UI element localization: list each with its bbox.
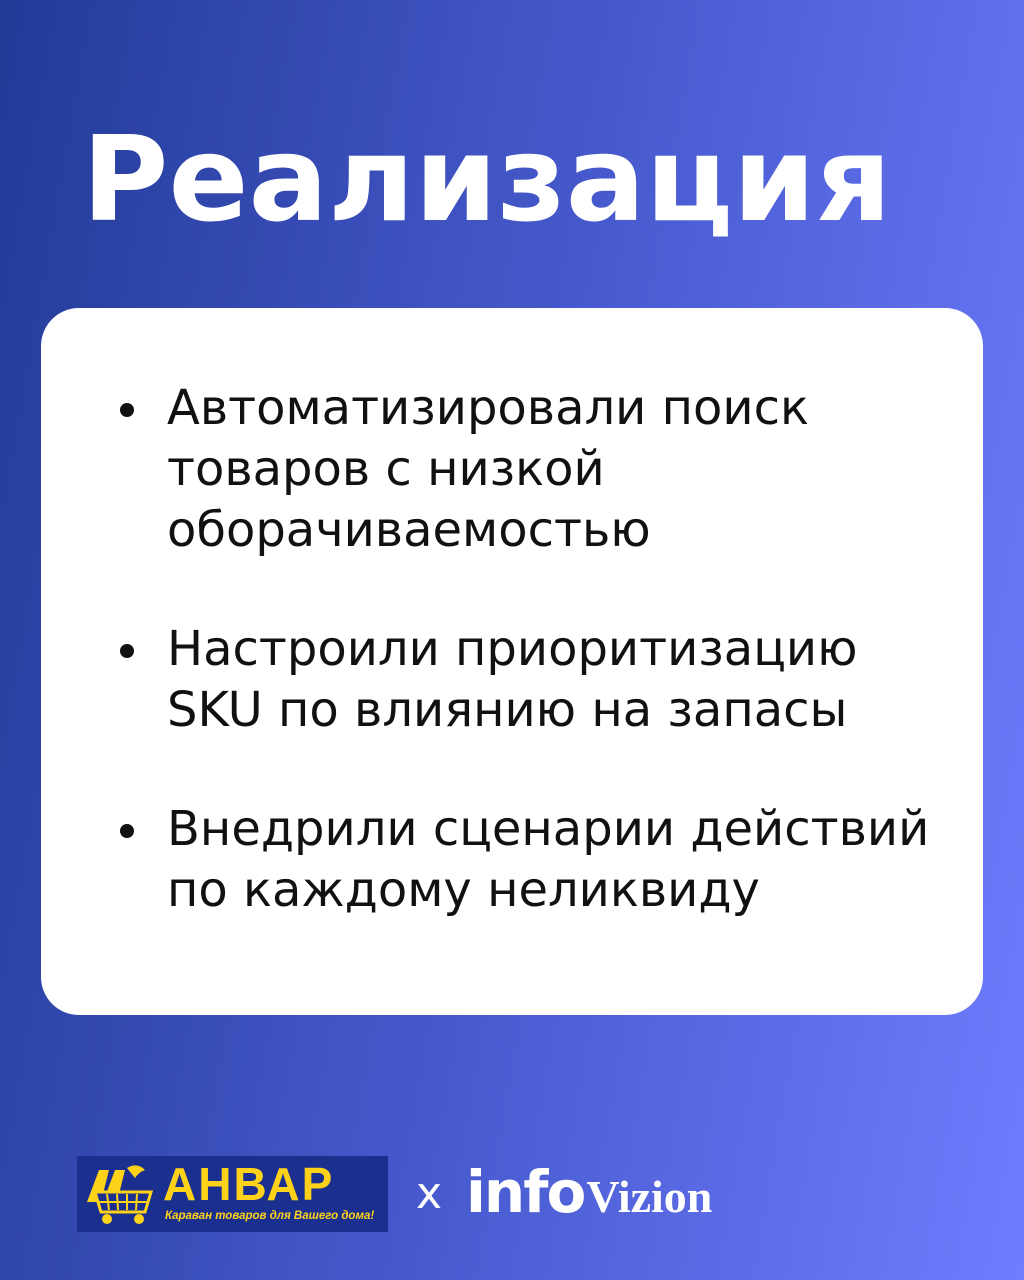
footer-logos [77, 1156, 712, 1232]
content-card [41, 308, 983, 1015]
bullet-dot-icon [120, 824, 134, 838]
bullet-dot-icon [120, 644, 134, 658]
page-title: Реализация [82, 110, 892, 248]
infovizion-logo-part-info: info [466, 1157, 585, 1226]
list-item [41, 619, 947, 741]
collaboration-separator: x [416, 1168, 443, 1219]
list-item-text: Внедрили сценарии действий по каждому неликвиду [167, 801, 930, 918]
basket-logo-icon [83, 1162, 159, 1226]
bullet-dot-icon [120, 403, 134, 417]
anvar-tagline: Караван товаров для Вашего дома! [165, 1210, 375, 1222]
anvar-logo [77, 1156, 388, 1232]
list-item [41, 799, 947, 921]
bullet-list [41, 378, 983, 979]
infovizion-logo-part-vizion: Vizion [586, 1170, 713, 1222]
list-item-text: Автоматизировали поиск товаров с низкой оборачиваемостью [167, 380, 809, 558]
anvar-brand-name: АНВАР [163, 1158, 335, 1210]
list-item [41, 378, 947, 561]
list-item-text: Настроили приоритизацию SKU по влиянию на запасы [167, 621, 858, 738]
infovizion-logo [466, 1154, 712, 1235]
